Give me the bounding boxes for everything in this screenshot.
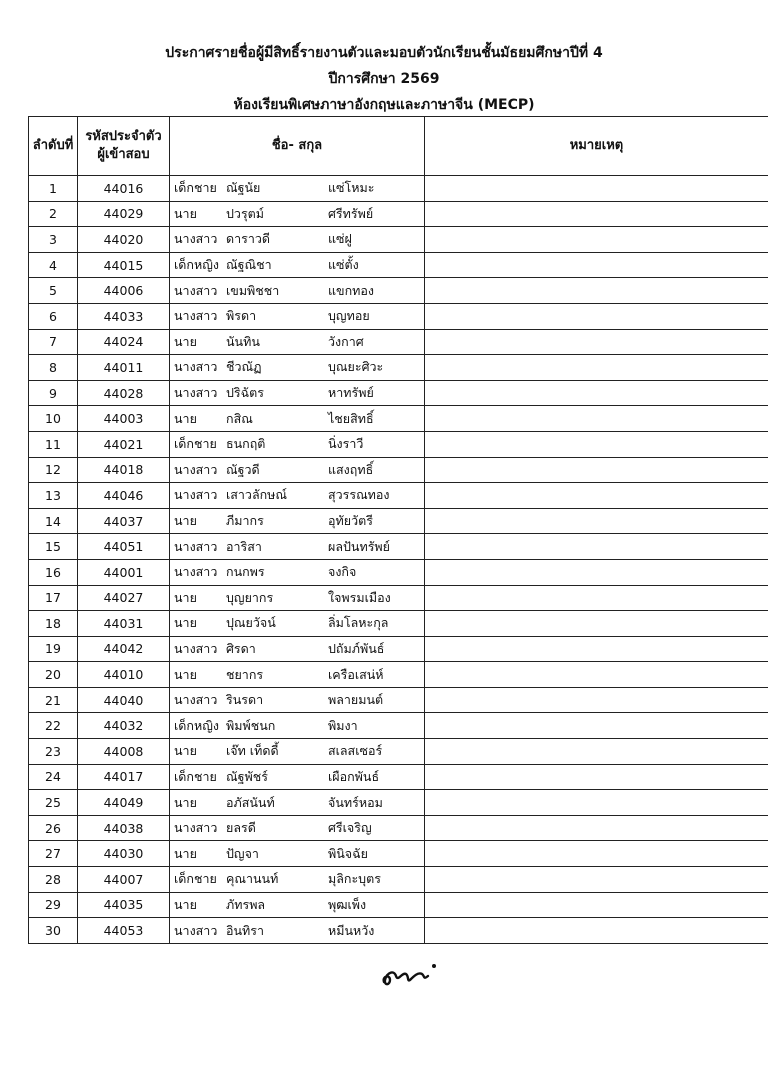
remarks-cell bbox=[425, 559, 768, 585]
last-name: อุทัยวัตรี bbox=[328, 513, 373, 529]
remarks-cell bbox=[425, 457, 768, 483]
table-row bbox=[29, 841, 768, 867]
title-line-2: ปีการศึกษา 2569 bbox=[328, 71, 440, 87]
exam-code-cell: 44024 bbox=[78, 329, 170, 355]
table-row bbox=[29, 790, 768, 816]
last-name: สุวรรณทอง bbox=[328, 487, 390, 503]
exam-code-cell: 44049 bbox=[78, 790, 170, 816]
remarks-cell bbox=[425, 483, 768, 509]
order-cell: 4 bbox=[29, 252, 78, 278]
last-name: แซ่ฝู bbox=[328, 231, 352, 247]
name-prefix: นางสาว bbox=[174, 359, 218, 375]
first-name: ดาราวดี bbox=[226, 231, 271, 247]
table-row bbox=[29, 739, 768, 765]
table-row bbox=[29, 815, 768, 841]
full-name-cell bbox=[170, 611, 425, 637]
order-cell: 16 bbox=[29, 559, 78, 585]
remarks-cell bbox=[425, 892, 768, 918]
remarks-cell bbox=[425, 176, 768, 202]
table-row bbox=[29, 483, 768, 509]
document-header bbox=[0, 40, 768, 118]
order-cell: 11 bbox=[29, 431, 78, 457]
full-name-cell bbox=[170, 841, 425, 867]
last-name: พลายมนต์ bbox=[328, 692, 384, 708]
name-prefix: นาย bbox=[174, 205, 197, 221]
exam-code-cell: 44046 bbox=[78, 483, 170, 509]
name-prefix: เด็กชาย bbox=[174, 768, 217, 784]
table-row bbox=[29, 713, 768, 739]
full-name-cell bbox=[170, 380, 425, 406]
table-row bbox=[29, 867, 768, 893]
remarks-cell bbox=[425, 406, 768, 432]
first-name: ณัฐพัชร์ bbox=[226, 768, 268, 784]
name-prefix: เด็กหญิง bbox=[174, 717, 219, 733]
full-name-cell bbox=[170, 713, 425, 739]
exam-code-cell: 44017 bbox=[78, 764, 170, 790]
last-name: พุฒเพ็ง bbox=[328, 896, 367, 912]
table-row bbox=[29, 355, 768, 381]
exam-code-cell: 44016 bbox=[78, 176, 170, 202]
full-name-cell bbox=[170, 662, 425, 688]
order-cell: 30 bbox=[29, 918, 78, 944]
table-row bbox=[29, 764, 768, 790]
name-prefix: นางสาว bbox=[174, 564, 218, 580]
full-name-cell bbox=[170, 278, 425, 304]
remarks-cell bbox=[425, 815, 768, 841]
remarks-cell bbox=[425, 355, 768, 381]
first-name: กสิณ bbox=[226, 410, 253, 426]
remarks-cell bbox=[425, 201, 768, 227]
first-name: ปัญจา bbox=[226, 845, 259, 861]
title-line-3: ห้องเรียนพิเศษภาษาอังกฤษและภาษาจีน (MECP) bbox=[233, 97, 535, 113]
full-name-cell bbox=[170, 406, 425, 432]
last-name: แซ่โหมะ bbox=[328, 180, 375, 196]
exam-code-cell: 44035 bbox=[78, 892, 170, 918]
exam-code-cell: 44020 bbox=[78, 227, 170, 253]
first-name: รินรดา bbox=[226, 692, 264, 708]
exam-code-cell: 44038 bbox=[78, 815, 170, 841]
last-name: แซ่ตั้ง bbox=[328, 257, 359, 273]
remarks-cell bbox=[425, 534, 768, 560]
full-name-cell bbox=[170, 457, 425, 483]
table-row bbox=[29, 457, 768, 483]
first-name: กนกพร bbox=[226, 564, 265, 580]
first-name: บุญยากร bbox=[226, 589, 274, 605]
last-name: ลิ่มโลหะกุล bbox=[328, 615, 389, 631]
table-row bbox=[29, 329, 768, 355]
exam-code-cell: 44006 bbox=[78, 278, 170, 304]
first-name: เขมพิชชา bbox=[226, 282, 280, 298]
table-row bbox=[29, 636, 768, 662]
last-name: ศรีเจริญ bbox=[328, 820, 372, 836]
name-prefix: นางสาว bbox=[174, 461, 218, 477]
full-name-cell bbox=[170, 918, 425, 944]
last-name: สเลสเซอร์ bbox=[328, 743, 383, 759]
first-name: เจ๊ท เท็ดดี้ bbox=[226, 743, 279, 759]
last-name: หมีนหวัง bbox=[328, 922, 375, 938]
first-name: ปริฉัตร bbox=[226, 385, 264, 401]
first-name: นันทิน bbox=[226, 333, 260, 349]
last-name: ใจพรมเมือง bbox=[328, 589, 391, 605]
exam-code-cell: 44037 bbox=[78, 508, 170, 534]
order-cell: 6 bbox=[29, 303, 78, 329]
name-prefix: เด็กชาย bbox=[174, 180, 217, 196]
name-prefix: นางสาว bbox=[174, 640, 218, 656]
table-row bbox=[29, 611, 768, 637]
remarks-cell bbox=[425, 739, 768, 765]
table-row bbox=[29, 176, 768, 202]
last-name: เครือเสน่ห์ bbox=[328, 666, 384, 682]
order-cell: 9 bbox=[29, 380, 78, 406]
full-name-cell bbox=[170, 201, 425, 227]
order-cell: 7 bbox=[29, 329, 78, 355]
last-name: บุณยะศิวะ bbox=[328, 359, 384, 375]
full-name-cell bbox=[170, 227, 425, 253]
table-row bbox=[29, 227, 768, 253]
last-name: จันทร์หอม bbox=[328, 794, 383, 810]
remarks-cell bbox=[425, 867, 768, 893]
remarks-cell bbox=[425, 687, 768, 713]
remarks-cell bbox=[425, 713, 768, 739]
order-cell: 23 bbox=[29, 739, 78, 765]
first-name: ณัฐวดี bbox=[226, 461, 260, 477]
exam-code-cell: 44001 bbox=[78, 559, 170, 585]
name-prefix: นางสาว bbox=[174, 692, 218, 708]
name-prefix: นาย bbox=[174, 666, 197, 682]
order-cell: 25 bbox=[29, 790, 78, 816]
exam-code-cell: 44003 bbox=[78, 406, 170, 432]
order-cell: 18 bbox=[29, 611, 78, 637]
exam-code-cell: 44018 bbox=[78, 457, 170, 483]
full-name-cell bbox=[170, 303, 425, 329]
full-name-cell bbox=[170, 739, 425, 765]
table-row bbox=[29, 380, 768, 406]
table-row bbox=[29, 508, 768, 534]
column-header-exam-code bbox=[78, 117, 170, 176]
order-cell: 14 bbox=[29, 508, 78, 534]
remarks-cell bbox=[425, 662, 768, 688]
name-prefix: นาย bbox=[174, 615, 197, 631]
full-name-cell bbox=[170, 252, 425, 278]
order-cell: 22 bbox=[29, 713, 78, 739]
full-name-cell bbox=[170, 355, 425, 381]
first-name: อภัสนันท์ bbox=[226, 794, 275, 810]
student-roster-table bbox=[28, 116, 768, 944]
name-prefix: นาย bbox=[174, 589, 197, 605]
exam-code-cell: 44007 bbox=[78, 867, 170, 893]
order-cell: 26 bbox=[29, 815, 78, 841]
full-name-cell bbox=[170, 585, 425, 611]
first-name: คุณานนท์ bbox=[226, 871, 279, 887]
full-name-cell bbox=[170, 483, 425, 509]
last-name: วังกาศ bbox=[328, 333, 364, 349]
last-name: แขกทอง bbox=[328, 282, 375, 298]
last-name: เผือกพันธ์ bbox=[328, 768, 380, 784]
exam-code-cell: 44029 bbox=[78, 201, 170, 227]
table-row bbox=[29, 918, 768, 944]
full-name-cell bbox=[170, 790, 425, 816]
remarks-cell bbox=[425, 918, 768, 944]
order-cell: 3 bbox=[29, 227, 78, 253]
full-name-cell bbox=[170, 176, 425, 202]
remarks-cell bbox=[425, 636, 768, 662]
table-row bbox=[29, 431, 768, 457]
name-prefix: นาย bbox=[174, 333, 197, 349]
first-name: ณัฐนัย bbox=[226, 180, 261, 196]
first-name: ศิรดา bbox=[226, 640, 256, 656]
first-name: ปุณยวัจน์ bbox=[226, 615, 276, 631]
last-name: ไชยสิทธิ์ bbox=[328, 410, 374, 426]
exam-code-cell: 44008 bbox=[78, 739, 170, 765]
last-name: มุลิกะบุตร bbox=[328, 871, 381, 887]
name-prefix: เด็กชาย bbox=[174, 871, 217, 887]
full-name-cell bbox=[170, 534, 425, 560]
order-cell: 29 bbox=[29, 892, 78, 918]
full-name-cell bbox=[170, 892, 425, 918]
first-name: พิมพ์ชนก bbox=[226, 717, 276, 733]
full-name-cell bbox=[170, 559, 425, 585]
table-body bbox=[29, 176, 768, 944]
full-name-cell bbox=[170, 329, 425, 355]
order-cell: 5 bbox=[29, 278, 78, 304]
name-prefix: นางสาว bbox=[174, 282, 218, 298]
order-cell: 8 bbox=[29, 355, 78, 381]
table-row bbox=[29, 201, 768, 227]
first-name: ปวรุตม์ bbox=[226, 205, 265, 221]
column-header-exam-code-line1: รหัสประจำตัว bbox=[85, 129, 162, 144]
last-name: ปถัมภ์พันธ์ bbox=[328, 640, 385, 656]
name-prefix: นางสาว bbox=[174, 385, 218, 401]
name-prefix: นางสาว bbox=[174, 820, 218, 836]
first-name: ชยากร bbox=[226, 666, 264, 682]
table-row bbox=[29, 278, 768, 304]
table-row bbox=[29, 662, 768, 688]
exam-code-cell: 44040 bbox=[78, 687, 170, 713]
exam-code-cell: 44021 bbox=[78, 431, 170, 457]
full-name-cell bbox=[170, 867, 425, 893]
exam-code-cell: 44010 bbox=[78, 662, 170, 688]
remarks-cell bbox=[425, 227, 768, 253]
remarks-cell bbox=[425, 585, 768, 611]
name-prefix: นาย bbox=[174, 794, 197, 810]
order-cell: 12 bbox=[29, 457, 78, 483]
name-prefix: เด็กชาย bbox=[174, 436, 217, 452]
column-header-exam-code-line2: ผู้เข้าสอบ bbox=[97, 147, 150, 162]
table-row bbox=[29, 534, 768, 560]
remarks-cell bbox=[425, 380, 768, 406]
exam-code-cell: 44032 bbox=[78, 713, 170, 739]
exam-code-cell: 44030 bbox=[78, 841, 170, 867]
name-prefix: นาย bbox=[174, 896, 197, 912]
last-name: หาทรัพย์ bbox=[328, 385, 374, 401]
exam-code-cell: 44053 bbox=[78, 918, 170, 944]
first-name: ธนกฤติ bbox=[226, 436, 266, 452]
remarks-cell bbox=[425, 611, 768, 637]
name-prefix: นาย bbox=[174, 410, 197, 426]
table-row bbox=[29, 892, 768, 918]
order-cell: 24 bbox=[29, 764, 78, 790]
exam-code-cell: 44031 bbox=[78, 611, 170, 637]
remarks-cell bbox=[425, 431, 768, 457]
name-prefix: เด็กหญิง bbox=[174, 257, 219, 273]
name-prefix: นาย bbox=[174, 845, 197, 861]
first-name: เสาวลักษณ์ bbox=[226, 487, 288, 503]
order-cell: 28 bbox=[29, 867, 78, 893]
column-header-remarks: หมายเหตุ bbox=[425, 117, 768, 176]
first-name: ชีวณัฏ bbox=[226, 359, 262, 375]
last-name: แสงฤทธิ์ bbox=[328, 461, 374, 477]
first-name: ณัฐณิชา bbox=[226, 257, 272, 273]
name-prefix: นาย bbox=[174, 743, 197, 759]
order-cell: 27 bbox=[29, 841, 78, 867]
exam-code-cell: 44028 bbox=[78, 380, 170, 406]
last-name: ศรีทรัพย์ bbox=[328, 205, 374, 221]
exam-code-cell: 44042 bbox=[78, 636, 170, 662]
last-name: บุญทอย bbox=[328, 308, 370, 324]
remarks-cell bbox=[425, 252, 768, 278]
last-name: นิ่งราวี bbox=[328, 436, 364, 452]
table-row bbox=[29, 406, 768, 432]
order-cell: 1 bbox=[29, 176, 78, 202]
exam-code-cell: 44027 bbox=[78, 585, 170, 611]
remarks-cell bbox=[425, 329, 768, 355]
name-prefix: นางสาว bbox=[174, 231, 218, 247]
order-cell: 20 bbox=[29, 662, 78, 688]
full-name-cell bbox=[170, 431, 425, 457]
first-name: ภีมากร bbox=[226, 513, 264, 529]
table-row bbox=[29, 559, 768, 585]
name-prefix: นางสาว bbox=[174, 538, 218, 554]
full-name-cell bbox=[170, 815, 425, 841]
last-name: พินิจฉัย bbox=[328, 845, 368, 861]
first-name: อาริสา bbox=[226, 538, 262, 554]
column-header-order: ลำดับที่ bbox=[29, 117, 78, 176]
exam-code-cell: 44051 bbox=[78, 534, 170, 560]
signature bbox=[376, 952, 440, 992]
table-row bbox=[29, 585, 768, 611]
remarks-cell bbox=[425, 790, 768, 816]
remarks-cell bbox=[425, 841, 768, 867]
full-name-cell bbox=[170, 508, 425, 534]
full-name-cell bbox=[170, 687, 425, 713]
order-cell: 17 bbox=[29, 585, 78, 611]
exam-code-cell: 44011 bbox=[78, 355, 170, 381]
table-row bbox=[29, 252, 768, 278]
exam-code-cell: 44033 bbox=[78, 303, 170, 329]
last-name: จงกิจ bbox=[328, 564, 357, 580]
column-header-full-name: ชื่อ- สกุล bbox=[170, 117, 425, 176]
order-cell: 2 bbox=[29, 201, 78, 227]
exam-code-cell: 44015 bbox=[78, 252, 170, 278]
name-prefix: นางสาว bbox=[174, 487, 218, 503]
last-name: ผลปันทรัพย์ bbox=[328, 538, 390, 554]
remarks-cell bbox=[425, 764, 768, 790]
full-name-cell bbox=[170, 636, 425, 662]
order-cell: 13 bbox=[29, 483, 78, 509]
table-header-row bbox=[29, 117, 768, 176]
first-name: พิรดา bbox=[226, 308, 257, 324]
table-row bbox=[29, 303, 768, 329]
full-name-cell bbox=[170, 764, 425, 790]
last-name: พิมงา bbox=[328, 717, 358, 733]
first-name: ยลรดี bbox=[226, 820, 256, 836]
order-cell: 19 bbox=[29, 636, 78, 662]
table-row bbox=[29, 687, 768, 713]
remarks-cell bbox=[425, 303, 768, 329]
order-cell: 21 bbox=[29, 687, 78, 713]
remarks-cell bbox=[425, 278, 768, 304]
first-name: อินทิรา bbox=[226, 922, 265, 938]
name-prefix: นางสาว bbox=[174, 308, 218, 324]
remarks-cell bbox=[425, 508, 768, 534]
order-cell: 10 bbox=[29, 406, 78, 432]
name-prefix: นางสาว bbox=[174, 922, 218, 938]
title-line-1: ประกาศรายชื่อผู้มีสิทธิ์รายงานตัวและมอบตัวนักเรียนชั้นมัธยมศึกษาปีที่ 4 bbox=[165, 45, 603, 61]
order-cell: 15 bbox=[29, 534, 78, 560]
name-prefix: นาย bbox=[174, 513, 197, 529]
first-name: ภัทรพล bbox=[226, 896, 266, 912]
